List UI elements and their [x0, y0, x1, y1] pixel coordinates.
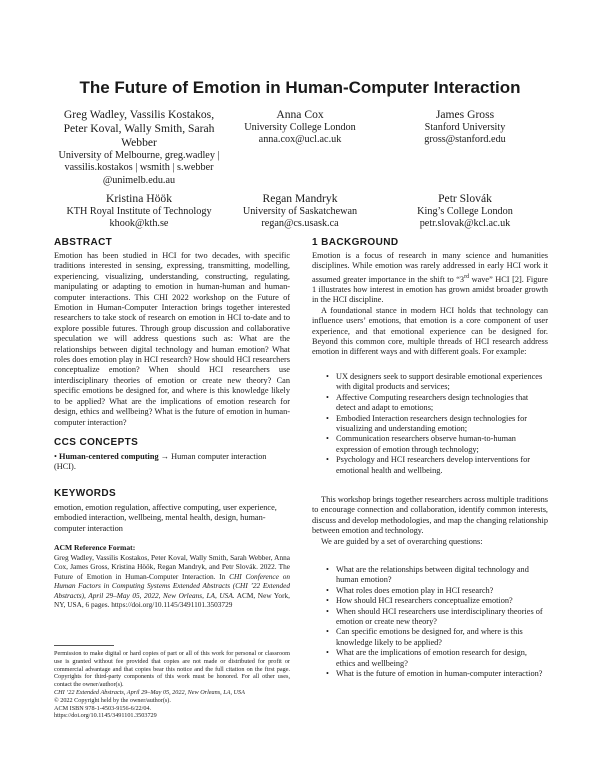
acm-reference-part1: Greg Wadley, Vassilis Kostakos, Peter Koval, Wally Smith, Sarah Webber, Anna Cox, James Gross, Kristina Höök, Regan Mandryk, and Petr Slovák. 2022. The Future of Emotion in Human-Computer Interaction. In [54, 552, 290, 581]
arrow-icon: → [160, 452, 169, 461]
acm-reference [54, 543, 290, 610]
author-email[interactable]: petr.slovak@kcl.ac.uk [419, 218, 511, 230]
list-item: • UX designers seek to support desirable emotional experiences with digital products and services; [324, 372, 548, 393]
workshop-body [312, 495, 548, 547]
author-affiliation: University of Saskatchewan [242, 206, 358, 217]
author-affiliation: Stanford University [424, 122, 506, 133]
author-block-gross [390, 108, 540, 147]
background-paragraph-1 [312, 251, 548, 306]
author-name: Anna Cox [276, 108, 324, 121]
footnote-divider [54, 645, 114, 646]
list-item: • Communication researchers observe human-to-human expression of emotion through technology; [324, 434, 548, 455]
acm-reference-text [54, 553, 290, 610]
venue-line: CHI ’22 Extended Abstracts, April 29–May 05, 2022, New Orleans, LA, USA [54, 688, 245, 696]
list-item: • How should HCI researchers conceptualize emotion? [324, 596, 548, 606]
ccs-heading: CCS CONCEPTS [54, 437, 139, 448]
acm-reference-heading: ACM Reference Format: [54, 543, 136, 552]
paragraph-text: wave” HCI [2]. Figure 1 illustrates how interest in emotion has grown amidst broader growth in the HCI discipline. [312, 274, 548, 305]
author-email[interactable]: gross@stanford.edu [424, 134, 506, 146]
author-email[interactable]: anna.cox@ucl.ac.uk [258, 134, 342, 146]
acm-reference-part2: ACM, New York, NY, USA, 6 pages. https://doi.org/10.1145/3491101.3503729 [54, 590, 290, 609]
superscript: rd [464, 273, 470, 280]
permission-notice: Permission to make digital or hard copies of part or all of this work for personal or classroom use is granted without fee provided that copies are not made or distributed for profit or commercial advantage and that copies bear this notice and the full citation on the first page. Copyrights for third-party components of this work must be honored. For all other uses, contact the owner/author(s). [54, 650, 290, 689]
background-body [312, 251, 548, 358]
copyright-line: © 2022 Copyright held by the owner/author(s). [54, 696, 171, 704]
abstract-heading: ABSTRACT [54, 237, 113, 248]
research-threads-list [324, 372, 548, 476]
questions-intro: We are guided by a set of overarching questions: [321, 536, 483, 546]
list-item: • Affective Computing researchers design technologies that detect and adapt to emotions; [324, 393, 548, 414]
ccs-bullet: • [54, 452, 57, 461]
author-block-melbourne [54, 108, 224, 187]
author-names: Greg Wadley, Vassilis Kostakos, Peter Koval, Wally Smith, Sarah Webber [63, 108, 215, 149]
author-name: Petr Slovák [438, 192, 492, 205]
author-block-hook [54, 192, 224, 231]
background-heading: 1 BACKGROUND [312, 237, 399, 248]
list-item: • Psychology and HCI researchers develop interventions for emotional health and wellbeing. [324, 455, 548, 476]
list-item: • Can specific emotions be designed for, and where is this knowledge likely to be applied? [324, 627, 548, 648]
isbn-line: ACM ISBN 978-1-4503-9156-6/22/04. [54, 704, 152, 712]
keywords-heading: KEYWORDS [54, 488, 117, 499]
ccs-rest: Human computer interaction (HCI). [54, 452, 267, 472]
abstract-text: Emotion has been studied in HCI for two decades, with specific traditions interested in sensing, expressing, transmitting, modelling, experiencing, visualizing, understanding, constructing, regulating, manipulating or adapting to emotion in human-human and human-computer interactions. This CHI 2022 workshop on the Future of Emotion in Human-Computer Interaction brings together interested researchers to take stock of research on emotion in HCI to-date and to explore possible futures. Through group discussion and collaborative speculation we will address questions such as: What are the relationships between digital technology and human emotion? What roles does emotion play in HCI research? How should HCI researchers conceptualize emotion? When should HCI researchers use interdisciplinary theories of emotion or create new theory? Can specific emotions be designed for, and where is this knowledge likely to be applied? What are the implications of emotion research for design, ethics and wellbeing? What is the future of emotion in human-computer interaction? [54, 251, 290, 427]
list-item: • What are the implications of emotion research for design, ethics and wellbeing? [324, 648, 548, 669]
list-item: • What roles does emotion play in HCI research? [324, 586, 548, 596]
author-name: Kristina Höök [105, 192, 172, 205]
keywords-text: emotion, emotion regulation, affective computing, user experience, embodied interaction, wellbeing, mental health, design, human-computer interaction [54, 503, 277, 533]
list-item: • Embodied Interaction researchers design technologies for visualizing and understanding emotion; [324, 414, 548, 435]
author-affiliation: KTH Royal Institute of Technology [66, 206, 212, 217]
author-affiliation: King’s College London [417, 206, 513, 217]
acm-reference-venue: CHI Conference on Human Factors in Computing Systems Extended Abstracts (CHI ’22 Extended Abstracts), April 29–May 05, 2022, New Orleans, LA, USA. [54, 571, 291, 600]
author-block-cox [230, 108, 370, 147]
list-item: • What is the future of emotion in human-computer interaction? [324, 669, 548, 679]
author-email[interactable]: khook@kth.se [109, 218, 169, 230]
list-item: • What are the relationships between digital technology and human emotion? [324, 565, 548, 586]
paper-title: The Future of Emotion in Human-Computer Interaction [79, 78, 521, 97]
footnote [54, 650, 290, 720]
author-affiliation: University College London [244, 122, 356, 133]
ccs-concepts [54, 452, 290, 473]
workshop-paragraph: This workshop brings together researchers across multiple traditions to encourage connection and collaboration, identify common interests, discuss and develop methodologies, and map the changing relationship between emotion and technology. [312, 495, 548, 536]
questions-list [324, 565, 548, 679]
ccs-bold-term: Human-centered computing [58, 452, 159, 461]
author-block-mandryk [230, 192, 370, 231]
background-paragraph-2: A foundational stance in modern HCI holds that technology can influence users’ emotions, that emotion is a core component of user experience, and that emotional experience can be designed for. Beyond this common core, multiple threads of HCI research address emotion in different ways and with different goals. For example: [312, 305, 548, 357]
author-affiliation: University of Melbourne, greg.wadley | vassilis.kostakos | wsmith | s.webber @unimelb.edu.au [58, 150, 220, 186]
author-email[interactable]: regan@cs.usask.ca [261, 218, 339, 230]
paragraph-text: Emotion is a focus of research in many science and humanities disciplines. While emotion was rarely addressed in early HCI work it assumed greater importance in the shift to “3 [312, 251, 548, 284]
author-block-slovak [390, 192, 540, 231]
author-name: James Gross [435, 108, 495, 121]
doi-link[interactable]: https://doi.org/10.1145/3491101.3503729 [54, 712, 157, 720]
list-item: • When should HCI researchers use interdisciplinary theories of emotion or create new theory? [324, 607, 548, 628]
author-name: Regan Mandryk [262, 192, 338, 205]
